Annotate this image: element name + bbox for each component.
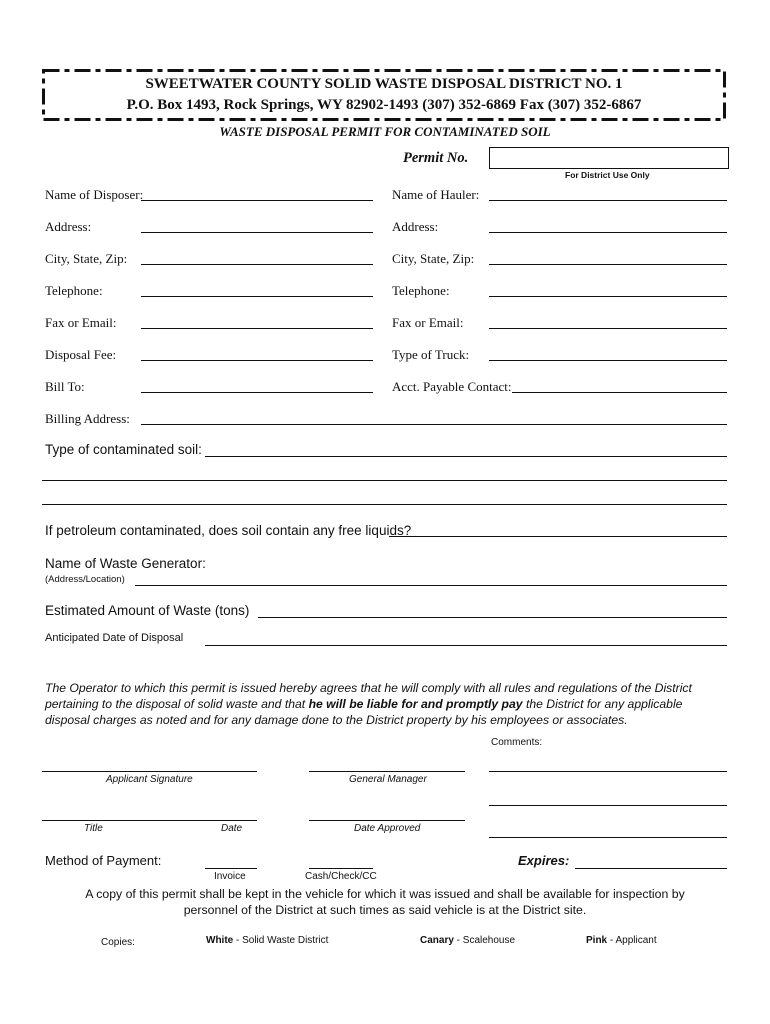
payable-contact-field[interactable] — [512, 392, 727, 393]
cash-check-label: Cash/Check/CC — [305, 871, 377, 882]
disposer-fax-field[interactable] — [141, 328, 373, 329]
soil-type-label: Type of contaminated soil: — [45, 442, 202, 457]
applicant-signature-field[interactable] — [42, 771, 257, 772]
soil-type-line-3[interactable] — [42, 504, 727, 505]
disposer-name-field[interactable] — [141, 200, 373, 201]
disposal-date-label: Anticipated Date of Disposal — [45, 632, 184, 644]
hauler-name-field[interactable] — [489, 200, 727, 201]
liability-clause: he will be liable for and promptly pay — [308, 697, 523, 711]
hauler-name-label: Name of Hauler: — [392, 187, 480, 202]
truck-type-label: Type of Truck: — [392, 347, 470, 362]
expires-label: Expires: — [518, 853, 570, 868]
hauler-address-label: Address: — [392, 219, 439, 234]
waste-generator-sublabel: (Address/Location) — [45, 574, 125, 585]
payable-contact-label: Acct. Payable Contact: — [392, 379, 512, 394]
agreement-line-1: The Operator to which this permit is issued hereby agrees that he will comply with all rules and regulations of the District — [45, 681, 692, 695]
free-liquids-label: If petroleum contaminated, does soil contain any free liquids? — [45, 523, 412, 538]
applicant-signature-label: Applicant Signature — [106, 774, 193, 785]
comments-line-1[interactable] — [489, 771, 727, 772]
general-manager-field[interactable] — [309, 771, 465, 772]
disposer-telephone-field[interactable] — [141, 296, 373, 297]
hauler-fax-field[interactable] — [489, 328, 727, 329]
hauler-telephone-field[interactable] — [489, 296, 727, 297]
permit-number-field[interactable] — [489, 147, 729, 169]
payment-method-label: Method of Payment: — [45, 853, 162, 868]
disposer-address-label: Address: — [45, 219, 92, 234]
copies-label: Copies: — [101, 937, 135, 948]
general-manager-label: General Manager — [349, 774, 427, 785]
cash-check-field[interactable] — [309, 868, 373, 869]
disposer-address-field[interactable] — [141, 232, 373, 233]
invoice-label: Invoice — [214, 871, 246, 882]
notice-line-1: A copy of this permit shall be kept in the vehicle for which it was issued and shall be available for inspection by — [85, 887, 685, 901]
disposer-city-field[interactable] — [141, 264, 373, 265]
waste-generator-label: Name of Waste Generator: — [45, 556, 206, 571]
permit-label: Permit No. — [403, 150, 469, 166]
free-liquids-field[interactable] — [389, 536, 727, 537]
form-title: WASTE DISPOSAL PERMIT FOR CONTAMINATED SOIL — [219, 124, 551, 139]
district-use-note: For District Use Only — [565, 170, 650, 180]
disposer-name-label: Name of Disposer: — [45, 187, 144, 202]
copy-canary: Canary - Scalehouse — [420, 935, 516, 946]
disposer-telephone-label: Telephone: — [45, 283, 103, 298]
bill-to-label: Bill To: — [45, 379, 85, 394]
hauler-fax-label: Fax or Email: — [392, 315, 464, 330]
disposer-city-label: City, State, Zip: — [45, 251, 128, 266]
comments-line-3[interactable] — [489, 837, 727, 838]
title-date-field[interactable] — [42, 820, 257, 821]
waste-amount-field[interactable] — [258, 617, 727, 618]
soil-type-field[interactable] — [205, 456, 727, 457]
hauler-telephone-label: Telephone: — [392, 283, 450, 298]
agreement-line-3: disposal charges as noted and for any damage done to the District property by his employees or associates. — [45, 713, 628, 727]
date-label: Date — [221, 823, 243, 834]
waste-generator-field[interactable] — [135, 585, 727, 586]
date-approved-field[interactable] — [309, 820, 465, 821]
disposer-fax-label: Fax or Email: — [45, 315, 117, 330]
bill-to-field[interactable] — [141, 392, 373, 393]
copy-white: White - Solid Waste District — [206, 935, 329, 946]
notice-line-2: personnel of the District at such times as said vehicle is at the District site. — [183, 903, 587, 917]
date-approved-label: Date Approved — [354, 823, 421, 834]
hauler-city-field[interactable] — [489, 264, 727, 265]
district-address: P.O. Box 1493, Rock Springs, WY 82902-1493 (307) 352-6869 Fax (307) 352-6867 — [126, 97, 642, 113]
billing-address-label: Billing Address: — [45, 411, 130, 426]
disposal-fee-field[interactable] — [141, 360, 373, 361]
soil-type-line-2[interactable] — [42, 480, 727, 481]
title-label: Title — [84, 823, 103, 834]
copy-pink: Pink - Applicant — [586, 935, 657, 946]
agreement-line-2: pertaining to the disposal of solid waste and that he will be liable for and promptly pay the District for any applicable — [45, 697, 683, 711]
header-box — [42, 69, 726, 121]
expires-field[interactable] — [575, 868, 727, 869]
invoice-field[interactable] — [205, 868, 257, 869]
district-name: SWEETWATER COUNTY SOLID WASTE DISPOSAL DISTRICT NO. 1 — [145, 76, 623, 92]
hauler-address-field[interactable] — [489, 232, 727, 233]
truck-type-field[interactable] — [489, 360, 727, 361]
waste-amount-label: Estimated Amount of Waste (tons) — [45, 603, 250, 618]
billing-address-field[interactable] — [141, 424, 727, 425]
comments-line-2[interactable] — [489, 805, 727, 806]
disposal-date-field[interactable] — [205, 645, 727, 646]
comments-label: Comments: — [491, 737, 543, 748]
disposal-fee-label: Disposal Fee: — [45, 347, 117, 362]
hauler-city-label: City, State, Zip: — [392, 251, 475, 266]
